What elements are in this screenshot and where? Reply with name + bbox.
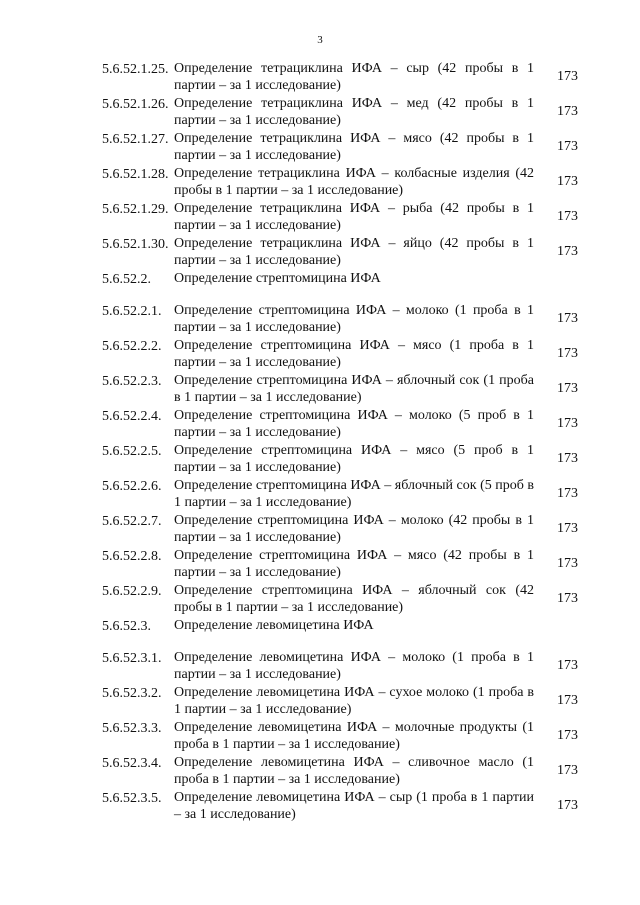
service-row	[88, 442, 578, 477]
service-code: 5.6.52.2.3.	[102, 374, 162, 389]
service-price: 173	[557, 174, 578, 189]
service-name: Определение левомицетина ИФА – сухое молоко (1 проба в 1 партии – за 1 исследование)	[174, 685, 534, 717]
service-price: 173	[557, 556, 578, 571]
service-name: Определение тетрациклина ИФА – мясо (42 пробы в 1 партии – за 1 исследование)	[174, 131, 534, 163]
service-code: 5.6.52.2.8.	[102, 549, 162, 564]
service-price: 173	[557, 139, 578, 154]
service-price: 173	[557, 763, 578, 778]
service-price: 173	[557, 658, 578, 673]
service-row	[88, 649, 578, 684]
section-title: Определение стрептомицина ИФА	[174, 271, 381, 286]
service-code: 5.6.52.3.5.	[102, 791, 162, 806]
service-name: Определение тетрациклина ИФА – колбасные изделия (42 пробы в 1 партии – за 1 исследование)	[174, 166, 534, 198]
service-price: 173	[557, 728, 578, 743]
service-name: Определение стрептомицина ИФА – мясо (5 проб в 1 партии – за 1 исследование)	[174, 443, 534, 475]
service-name: Определение стрептомицина ИФА – яблочный сок (1 проба в 1 партии – за 1 исследование)	[174, 373, 534, 405]
service-code: 5.6.52.3.3.	[102, 721, 162, 736]
service-code: 5.6.52.1.26.	[102, 97, 169, 112]
service-price: 173	[557, 416, 578, 431]
service-name: Определение стрептомицина ИФА – мясо (42 пробы в 1 партии – за 1 исследование)	[174, 548, 534, 580]
section-heading-row	[88, 270, 578, 302]
service-code: 5.6.52.2.7.	[102, 514, 162, 529]
service-name: Определение стрептомицина ИФА – яблочный сок (42 пробы в 1 партии – за 1 исследование)	[174, 583, 534, 615]
service-row	[88, 407, 578, 442]
service-row	[88, 302, 578, 337]
service-name: Определение стрептомицина ИФА – яблочный сок (5 проб в 1 партии – за 1 исследование)	[174, 478, 534, 510]
service-name: Определение стрептомицина ИФА – молоко (5 проб в 1 партии – за 1 исследование)	[174, 408, 534, 440]
service-row	[88, 719, 578, 754]
service-price: 173	[557, 209, 578, 224]
service-price: 173	[557, 798, 578, 813]
service-code: 5.6.52.3.4.	[102, 756, 162, 771]
service-code: 5.6.52.2.	[102, 272, 151, 287]
service-code: 5.6.52.1.29.	[102, 202, 169, 217]
service-price: 173	[557, 346, 578, 361]
service-row	[88, 372, 578, 407]
service-name: Определение левомицетина ИФА – сливочное масло (1 проба в 1 партии – за 1 исследование)	[174, 755, 534, 787]
service-price: 173	[557, 486, 578, 501]
service-row	[88, 582, 578, 617]
service-row	[88, 789, 578, 824]
service-price: 173	[557, 693, 578, 708]
service-row	[88, 60, 578, 95]
price-list-table	[88, 60, 578, 824]
service-name: Определение тетрациклина ИФА – рыба (42 пробы в 1 партии – за 1 исследование)	[174, 201, 534, 233]
service-code: 5.6.52.2.9.	[102, 584, 162, 599]
service-price: 173	[557, 591, 578, 606]
service-code: 5.6.52.1.30.	[102, 237, 169, 252]
service-row	[88, 512, 578, 547]
service-code: 5.6.52.3.2.	[102, 686, 162, 701]
service-row	[88, 200, 578, 235]
service-price: 173	[557, 521, 578, 536]
service-name: Определение тетрациклина ИФА – яйцо (42 пробы в 1 партии – за 1 исследование)	[174, 236, 534, 268]
service-row	[88, 130, 578, 165]
service-name: Определение левомицетина ИФА – молоко (1 проба в 1 партии – за 1 исследование)	[174, 650, 534, 682]
service-code: 5.6.52.1.28.	[102, 167, 169, 182]
service-name: Определение стрептомицина ИФА – мясо (1 проба в 1 партии – за 1 исследование)	[174, 338, 534, 370]
service-price	[534, 270, 578, 302]
service-code: 5.6.52.1.25.	[102, 62, 169, 77]
service-row	[88, 95, 578, 130]
service-code: 5.6.52.1.27.	[102, 132, 169, 147]
service-row	[88, 477, 578, 512]
service-name: Определение левомицетина ИФА – сыр (1 проба в 1 партии – за 1 исследование)	[174, 790, 534, 822]
service-row	[88, 547, 578, 582]
service-code: 5.6.52.2.4.	[102, 409, 162, 424]
service-code: 5.6.52.3.1.	[102, 651, 162, 666]
service-price: 173	[557, 311, 578, 326]
service-code: 5.6.52.2.5.	[102, 444, 162, 459]
service-code: 5.6.52.2.6.	[102, 479, 162, 494]
section-heading-row	[88, 617, 578, 649]
service-name: Определение левомицетина ИФА – молочные продукты (1 проба в 1 партии – за 1 исследование)	[174, 720, 534, 752]
service-code: 5.6.52.3.	[102, 619, 151, 634]
service-row	[88, 165, 578, 200]
service-price	[534, 617, 578, 649]
service-price: 173	[557, 244, 578, 259]
service-code: 5.6.52.2.1.	[102, 304, 162, 319]
service-name: Определение тетрациклина ИФА – мед (42 пробы в 1 партии – за 1 исследование)	[174, 96, 534, 128]
service-row	[88, 337, 578, 372]
price-list-body	[88, 60, 578, 824]
service-row	[88, 235, 578, 270]
service-row	[88, 684, 578, 719]
section-title: Определение левомицетина ИФА	[174, 618, 374, 633]
service-price: 173	[557, 381, 578, 396]
service-price: 173	[557, 104, 578, 119]
service-name: Определение стрептомицина ИФА – молоко (1 проба в 1 партии – за 1 исследование)	[174, 303, 534, 335]
service-code: 5.6.52.2.2.	[102, 339, 162, 354]
service-price: 173	[557, 451, 578, 466]
page-number: 3	[317, 34, 323, 46]
service-row	[88, 754, 578, 789]
service-name: Определение тетрациклина ИФА – сыр (42 пробы в 1 партии – за 1 исследование)	[174, 61, 534, 93]
service-price: 173	[557, 69, 578, 84]
service-name: Определение стрептомицина ИФА – молоко (42 пробы в 1 партии – за 1 исследование)	[174, 513, 534, 545]
